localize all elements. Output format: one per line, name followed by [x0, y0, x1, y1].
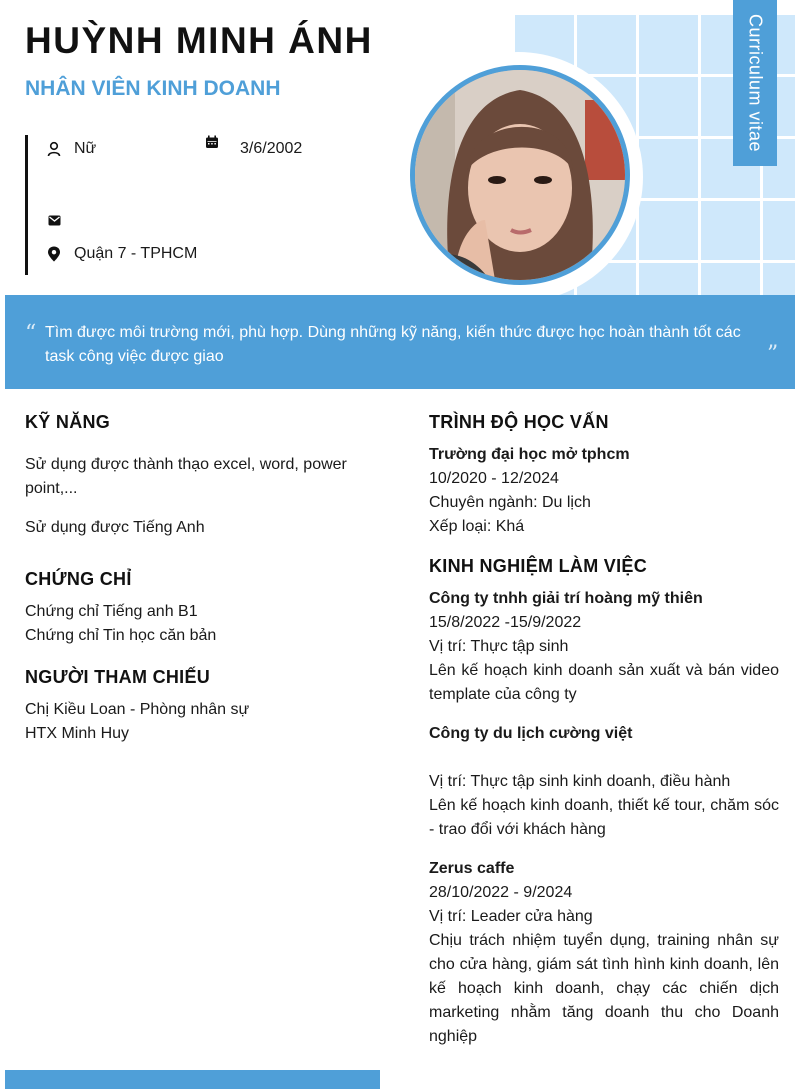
skills-title: KỸ NĂNG	[25, 412, 111, 432]
avatar-portrait	[415, 70, 625, 280]
experience-title: KINH NGHIỆM LÀM VIỆC	[429, 556, 648, 576]
candidate-name: HUỲNH MINH ÁNH	[25, 20, 373, 61]
birthdate-row	[204, 134, 220, 150]
job-title: NHÂN VIÊN KINH DOANH	[25, 77, 281, 100]
education-grade: Xếp loại: Khá	[429, 518, 525, 535]
experience-position: Vị trí: Thực tập sinh	[429, 638, 569, 655]
cv-label: Curriculum vitae	[745, 13, 766, 153]
experience-period	[429, 746, 779, 770]
skill-item: Sử dụng được Tiếng Anh	[25, 519, 205, 536]
info-divider	[25, 135, 28, 275]
email-icon	[46, 212, 62, 228]
gender-value: Nữ	[74, 140, 97, 157]
experience-item	[429, 722, 779, 842]
experience-company: Công ty du lịch cường việt	[429, 725, 633, 742]
certificates-title: CHỨNG CHỈ	[25, 569, 132, 589]
right-column	[429, 412, 779, 1049]
birthdate-value: 3/6/2002	[240, 140, 303, 157]
experience-position: Vị trí: Leader cửa hàng	[429, 908, 593, 925]
education-school: Trường đại học mở tphcm	[429, 446, 630, 463]
education-period: 10/2020 - 12/2024	[429, 470, 559, 487]
career-objective-band	[5, 295, 795, 389]
references-title: NGƯỜI THAM CHIẾU	[25, 667, 211, 687]
education-title: TRÌNH ĐỘ HỌC VẤN	[429, 412, 609, 432]
experience-item	[429, 587, 779, 707]
address-value: Quận 7 - TPHCM	[74, 245, 198, 262]
calendar-icon	[204, 134, 220, 150]
avatar-photo	[410, 65, 630, 285]
certificate-item: Chứng chỉ Tin học căn bản	[25, 627, 217, 644]
reference-item: Chị Kiều Loan - Phòng nhân sự	[25, 701, 250, 718]
email-row	[46, 212, 74, 228]
location-icon	[46, 246, 62, 262]
experience-company: Zerus caffe	[429, 860, 515, 877]
career-objective-text: Tìm được môi trường mới, phù hợp. Dùng những kỹ năng, kiến thức được học hoàn thành tốt các task công việc được giao	[45, 324, 741, 365]
open-quote-icon: “	[25, 321, 37, 346]
experience-description: Lên kế hoạch kinh doanh, thiết kế tour, chăm sóc - trao đổi với khách hàng	[429, 797, 779, 838]
experience-description: Chịu trách nhiệm tuyển dụng, training nhân sự cho cửa hàng, giám sát tình hình kinh doanh, lên kế hoạch kinh doanh, chạy các chiến dịch marketing nhằm tăng doanh thu cho Doanh nghiệp	[429, 932, 779, 1045]
experience-position: Vị trí: Thực tập sinh kinh doanh, điều hành	[429, 773, 731, 790]
certificate-item: Chứng chỉ Tiếng anh B1	[25, 603, 198, 620]
cv-label-tab	[733, 0, 777, 166]
experience-description: Lên kế hoạch kinh doanh sản xuất và bán video template của công ty	[429, 662, 779, 703]
address-row	[46, 245, 197, 263]
footer-accent-bar	[5, 1070, 380, 1089]
reference-item: HTX Minh Huy	[25, 725, 130, 742]
experience-item	[429, 857, 779, 1049]
experience-period: 28/10/2022 - 9/2024	[429, 884, 573, 901]
experience-company: Công ty tnhh giải trí hoàng mỹ thiên	[429, 590, 703, 607]
left-column	[25, 412, 365, 746]
user-icon	[46, 141, 62, 157]
gender-row	[46, 140, 96, 158]
experience-period: 15/8/2022 -15/9/2022	[429, 614, 582, 631]
skill-item: Sử dụng được thành thạo excel, word, power point,...	[25, 456, 347, 497]
education-major: Chuyên ngành: Du lịch	[429, 494, 591, 511]
close-quote-icon: ”	[767, 342, 779, 367]
birthdate-text-row	[240, 140, 302, 158]
